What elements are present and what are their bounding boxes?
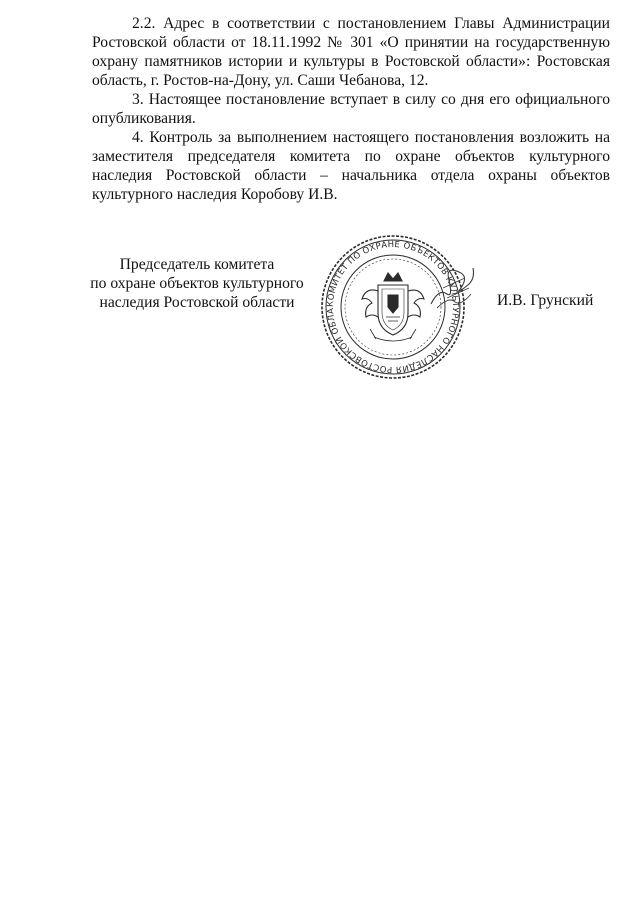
paragraph-2-2: 2.2. Адрес в соответствии с постановлением Главы Администрации Ростовской области от 18.11.1992 № 301 «О принятии на государственную охрану памятников истории и культуры в Ростовской области»: Ростовская область, г. Ростов-на-Дону, ул. Саши Чебанова, 12. [92,15,610,89]
position-line: Председатель комитета [119,256,275,273]
paragraph-4: 4. Контроль за выполнением настоящего постановления возложить на заместителя председателя комитета по охране объектов культурного наследия Ростовской области – начальника отдела охраны объектов культурного наследия Коробову И.В. [92,129,610,203]
handwritten-signature [425,258,480,313]
coat-of-arms-icon [362,273,424,341]
signatory-name: И.В. Грунский [497,292,594,309]
signatory-position [82,255,312,312]
position-line: наследия Ростовской области [99,294,295,311]
document-body [92,14,610,204]
seal-outer-text: КОМИТЕТ ПО ОХРАНЕ ОБЪЕКТОВ КУЛЬТУРНОГО НАСЛЕДИЯ РОСТОВСКОЙ ОБЛА [325,239,461,375]
paragraph-3: 3. Настоящее постановление вступает в силу со дня его официального опубликования. [92,91,610,127]
position-line: по охране объектов культурного [90,275,304,292]
